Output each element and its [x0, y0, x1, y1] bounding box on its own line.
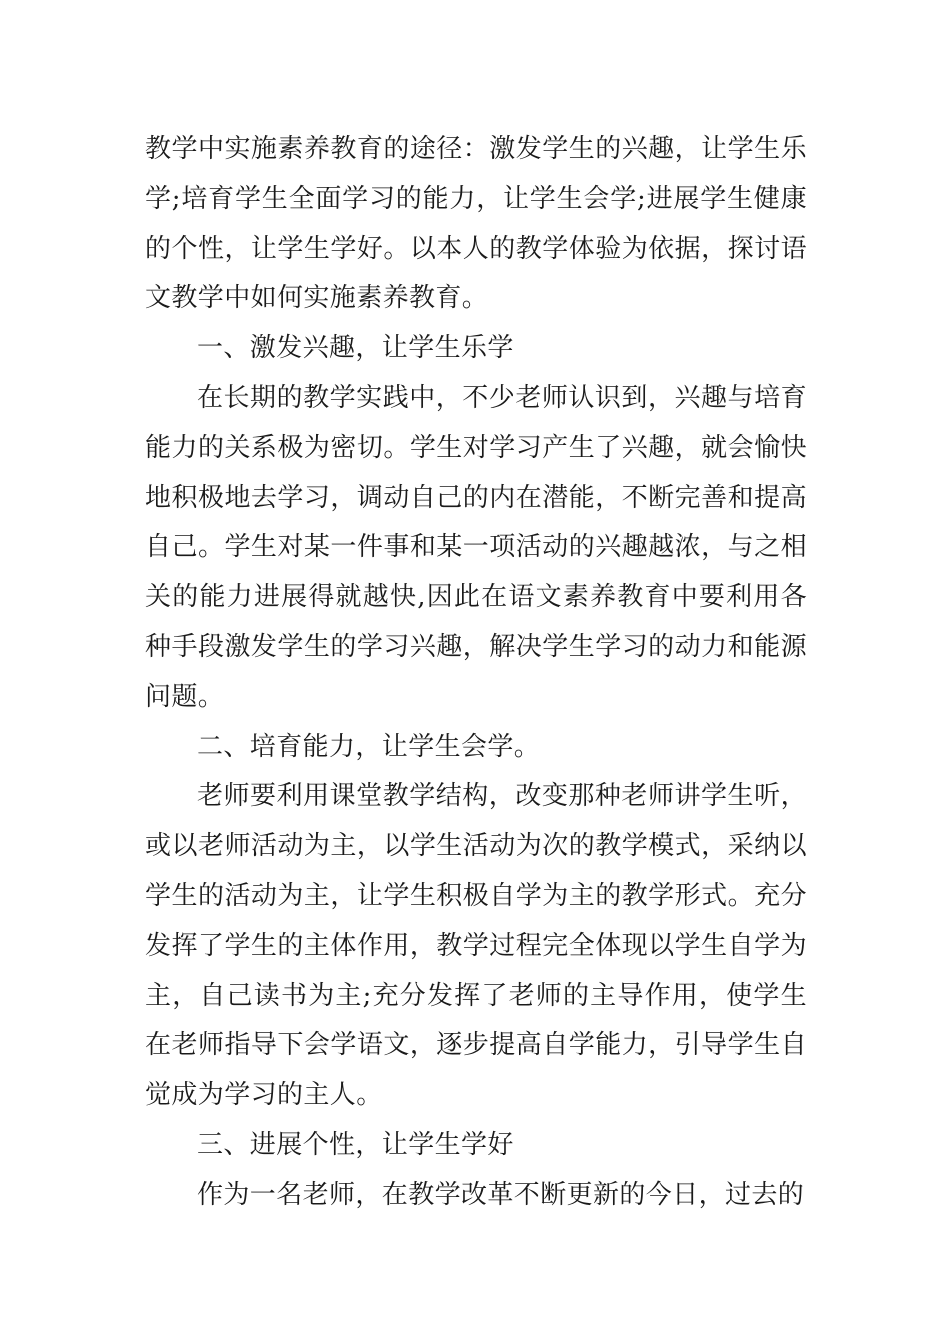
paragraph-interest: 在长期的教学实践中，不少老师认识到，兴趣与培育能力的关系极为密切。学生对学习产生了兴趣，就会愉快地积极地去学习，调动自己的内在潜能，不断完善和提高自己。学生对某一件事和某一项活动的兴趣越浓，与之相关的能力进展得就越快,因此在语文素养教育中要利用各种手段激发学生的学习兴趣，解决学生学习的动力和能源问题。 — [145, 382, 807, 712]
section-heading-1: 一、激发兴趣，让学生乐学 — [197, 333, 514, 364]
paragraph-ability: 老师要利用课堂教学结构，改变那种老师讲学生听，或以老师活动为主，以学生活动为次的教学模式，采纳以学生的活动为主，让学生积极自学为主的教学形式。充分发挥了学生的主体作用，教学过程完全体现以学生自学为主，自己读书为主;充分发挥了老师的主导作用，使学生在老师指导下会学语文，逐步提高自学能力，引导学生自觉成为学习的主人。 — [145, 781, 807, 1111]
paragraph-intro-continued: 教学中实施素养教育的途径：激发学生的兴趣，让学生乐学;培育学生全面学习的能力，让学生会学;进展学生健康的个性，让学生学好。以本人的教学体验为依据，探讨语文教学中如何实施素养教育。 — [145, 134, 807, 314]
paragraph-personality: 作为一名老师，在教学改革不断更新的今日，过去的 — [197, 1179, 805, 1210]
document-body — [145, 125, 807, 1221]
section-heading-3: 三、进展个性，让学生学好 — [197, 1129, 514, 1160]
section-heading-2: 二、培育能力，让学生会学。 — [197, 731, 541, 762]
